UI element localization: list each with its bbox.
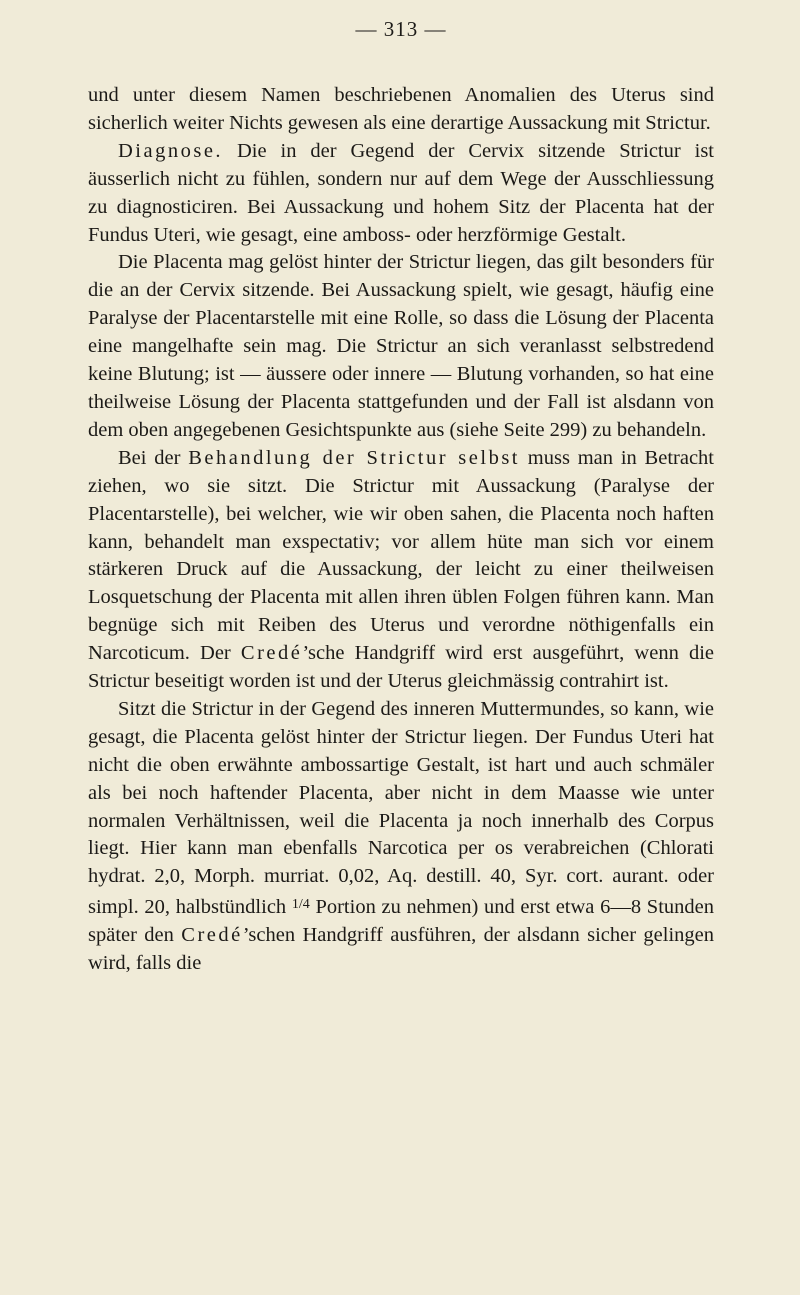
paragraph-text: Bei der — [118, 446, 189, 469]
paragraph-text: ’schen Handgriff ausführen, der alsdann sicher gelingen wird, falls die — [88, 924, 714, 974]
name-crede: Credé — [181, 924, 243, 947]
paragraph-text: Portion zu nehmen) und erst etwa 6—8 Stunden später den — [88, 896, 714, 947]
paragraph-1 — [88, 82, 714, 138]
page-number: — 313 — — [355, 17, 447, 41]
paragraph-text: und unter diesem Namen beschriebenen Anomalien des Uterus sind sicherlich weiter Nichts gewesen als eine derartige Aussackung mit Strictur. — [88, 84, 714, 134]
paragraph-4 — [88, 445, 714, 696]
fraction: 1/4 — [291, 897, 310, 913]
paragraph-text: Sitzt die Strictur in der Gegend des inneren Muttermundes, so kann, wie gesagt, die Placenta gelöst hinter der Strictur liegen. Der Fundus Uteri hat nicht die oben erwähnte ambossartige Gestalt, ist hart und auch schmäler als bei noch haftender Placenta, aber nicht in dem Maasse wie unter normalen Verhältnissen, weil die Placenta ja noch innerhalb des Corpus liegt. Hier kann man ebenfalls Narcotica per os verabreichen (Chlorati hydrat. 2,0, Morph. murriat. 0,02, Aq. destill. 40, Syr. cort. aurant. oder simpl. 20, halbstündlich — [88, 697, 714, 919]
name-crede: Credé — [240, 642, 303, 665]
body-text — [88, 82, 714, 978]
paragraph-3 — [88, 249, 714, 444]
heading-diagnose: Diagnose. — [118, 139, 224, 162]
paragraph-2 — [88, 138, 714, 250]
paragraph-text: muss man in Betracht ziehen, wo sie sitzt. Die Strictur mit Aussackung (Paralyse der Placentarstelle), bei welcher, wie wir oben sahen, die Placenta noch haften kann, behandelt man exspectativ; vor allem hüte man sich vor einem stärkeren Druck auf die Aussackung, der leicht zu einer theilweisen Losquetschung der Placenta mit allen ihren üblen Folgen führen kann. Man begnüge sich mit Reiben des Uterus und verordne nöthigenfalls ein Narcoticum. Der — [88, 446, 714, 665]
heading-behandlung: Behandlung der Strictur selbst — [188, 446, 521, 469]
paragraph-text: Die in der Gegend der Cervix sitzende Strictur ist äusserlich nicht zu fühlen, sondern nur auf dem Wege der Ausschliessung zu diagnosticiren. Bei Aussackung und hohem Sitz der Placenta hat der Fundus Uteri, wie gesagt, eine amboss- oder herzförmige Gestalt. — [88, 139, 714, 246]
paragraph-5 — [88, 696, 714, 978]
paragraph-text: ’sche Handgriff wird erst ausgeführt, wenn die Strictur beseitigt worden ist und der Uterus gleichmässig contrahirt ist. — [88, 642, 714, 693]
paragraph-text: Die Placenta mag gelöst hinter der Strictur liegen, das gilt besonders für die an der Cervix sitzende. Bei Aussackung spielt, wie gesagt, häufig eine Paralyse der Placentarstelle mit eine Rolle, so dass die Lösung der Placenta eine mangelhafte sein mag. Die Strictur an sich veranlasst selbstredend keine Blutung; ist — äussere oder innere — Blutung vorhanden, so hat eine theilweise Lösung der Placenta stattgefunden und der Fall ist alsdann von dem oben angegebenen Gesichtspunkte aus (siehe Seite 299) zu behandeln. — [88, 251, 714, 441]
